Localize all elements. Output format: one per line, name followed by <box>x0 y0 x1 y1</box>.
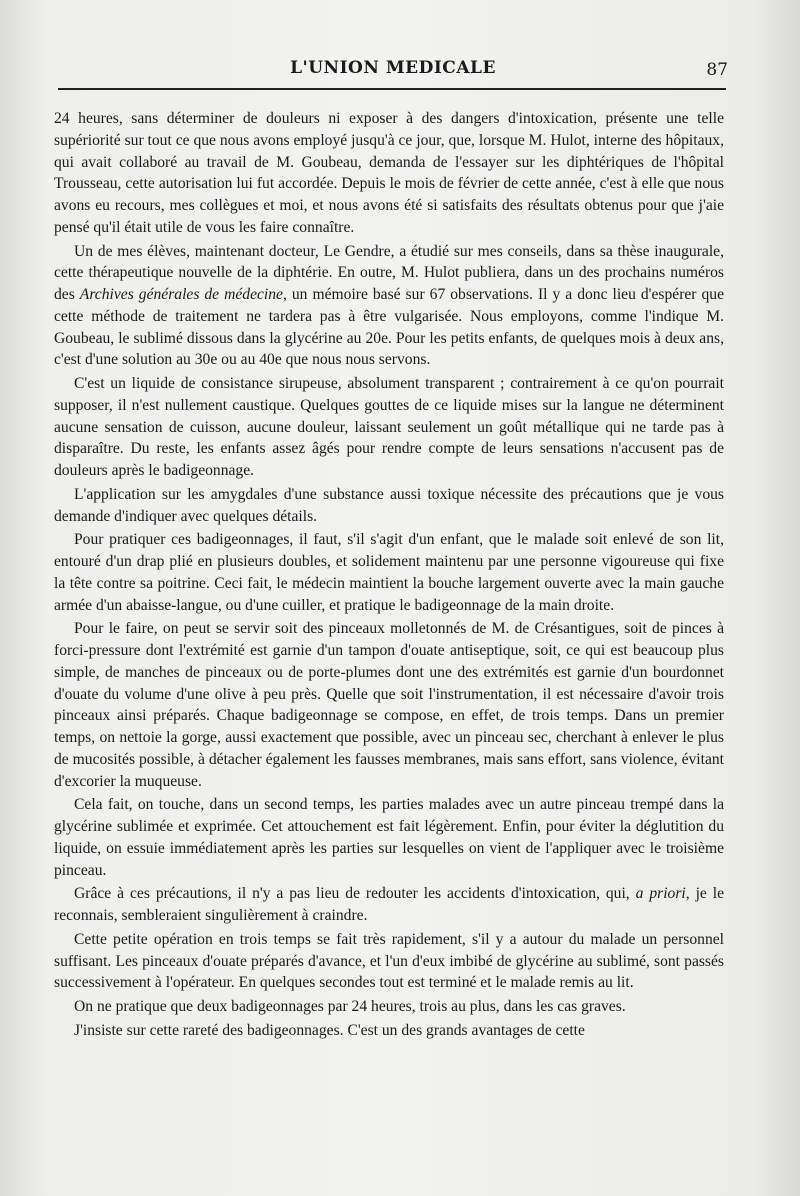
text-run: Pour pratiquer ces badigeonnages, il faut, s'il s'agit d'un enfant, que le malade soit enlevé de son lit, entouré d'un drap plié en plusieurs doubles, et solidement maintenu par une personne vigoureuse qui fixe la tête contre sa poitrine. Ceci fait, le médecin maintient la bouche largement ouverte avec la main gauche armée d'un abaisse-langue, ou d'une cuiller, et pratique le badigeonnage de la main droite. <box>54 531 724 614</box>
running-header <box>58 58 728 84</box>
paragraph <box>54 241 724 372</box>
text-run: Grâce à ces précautions, il n'y a pas lieu de redouter les accidents d'intoxication, qui, <box>74 885 636 903</box>
text-run: J'insiste sur cette rareté des badigeonnages. C'est un des grands avantages de cette <box>74 1021 585 1039</box>
text-run: Un de mes élèves, maintenant docteur, Le Gendre, a étudié sur mes conseils, dans sa thèse inaugurale, cette thérapeutique nouvelle de la diphtérie. En outre, M. Hulot publiera, dans un des prochains numéros des <box>54 242 724 303</box>
article-body <box>54 108 724 1042</box>
italic-text: Archives générales de médecine <box>79 286 283 303</box>
text-run: On ne pratique que deux badigeonnages par 24 heures, trois au plus, dans les cas graves. <box>74 998 626 1015</box>
text-run: L'application sur les amygdales d'une substance aussi toxique nécessite des précautions que je vous demande d'indiquer avec quelques détails. <box>54 485 724 525</box>
paragraph <box>54 996 724 1018</box>
paragraph <box>54 484 724 528</box>
paragraph <box>54 794 724 881</box>
text-run: , je le reconnais, sembleraient singulièrement à craindre. <box>54 885 724 924</box>
text-run: C'est un liquide de consistance sirupeuse, absolument transparent ; contrairement à ce qu'on pourrait supposer, il n'est nullement caustique. Quelques gouttes de ce liquide mises sur la langue ne déterminent aucune sensation de cuisson, aucune douleur, laissant seulement un goût métallique qui ne tarde pas à disparaître. Du reste, les enfants assez âgés pour rendre compte de leurs sensations n'accusent pas de douleurs après le badigeonnage. <box>54 375 724 479</box>
journal-title: L'UNION MEDICALE <box>290 58 496 78</box>
page-number: 87 <box>706 60 728 80</box>
paragraph <box>54 1020 724 1042</box>
text-run: Cela fait, on touche, dans un second temps, les parties malades avec un autre pinceau trempé dans la glycérine sublimée et exprimée. Cet attouchement est fait légèrement. Enfin, pour éviter la déglutition du liquide, on essuie immédiatement après les parties sur lesquelles on vient de l'appliquer avec le troisième pinceau. <box>54 796 724 879</box>
paragraph <box>54 108 724 239</box>
text-run: Cette petite opération en trois temps se fait très rapidement, s'il y a autour du malade un personnel suffisant. Les pinceaux d'ouate préparés d'avance, et l'un d'eux imbibé de glycérine au sublimé, sont passés successivement à l'opérateur. En quelques secondes tout est terminé et le malade remis au lit. <box>54 930 724 992</box>
paragraph <box>54 373 724 482</box>
text-run: 24 heures, sans déterminer de douleurs ni exposer à des dangers d'intoxication, présente une telle supériorité sur tout ce que nous avons employé jusqu'à ce jour, que, lorsque M. Hulot, interne des hôpitaux, qui avait collaboré au travail de M. Goubeau, demanda de l'essayer sur les diphtériques de l'hôpital Trousseau, cette autorisation lui fut accordée. Depuis le mois de février de cette année, c'est à elle que nous avons eu recours, mes collègues et moi, et nous avons été si satisfaits des résultats obtenus pour que j'aie pensé qu'il était utile de vous les faire connaître. <box>54 110 724 236</box>
text-run: Pour le faire, on peut se servir soit des pinceaux molletonnés de M. de Crésantigues, soit de pinces à forci-pressure dont l'extrémité est garnie d'un tampon d'ouate antiseptique, soit, ce qui est beaucoup plus simple, de manches de pinceaux ou de porte-plumes dont une des extrémités est garnie d'un bourdonnet d'ouate du volume d'une olive à peu près. Quelle que soit l'instrumentation, il est nécessaire d'avoir trois pinceaux ainsi préparés. Chaque badigeonnage se compose, en effet, de trois temps. Dans un premier temps, on nettoie la gorge, aussi exactement que possible, avec un pinceau sec, cherchant à enlever le plus de mucosités possible, à détacher également les fausses membranes, mais sans effort, sans violence, évitant d'excorier la muqueuse. <box>54 620 724 790</box>
text-run: , un mémoire basé sur 67 observations. Il y a donc lieu d'espérer que cette méthode de traitement ne tardera pas à être vulgarisée. Nous employons, comme l'indique M. Goubeau, le sublimé dissous dans la glycérine au 20e. Pour les petits enfants, de quelques mois à deux ans, c'est d'une solution au 30e ou au 40e que nous nous servons. <box>54 286 725 369</box>
paragraph <box>54 618 724 792</box>
paragraph <box>54 929 724 994</box>
italic-text: a priori <box>635 885 686 903</box>
paragraph <box>54 529 724 616</box>
paragraph <box>54 883 724 927</box>
header-rule <box>58 88 726 90</box>
